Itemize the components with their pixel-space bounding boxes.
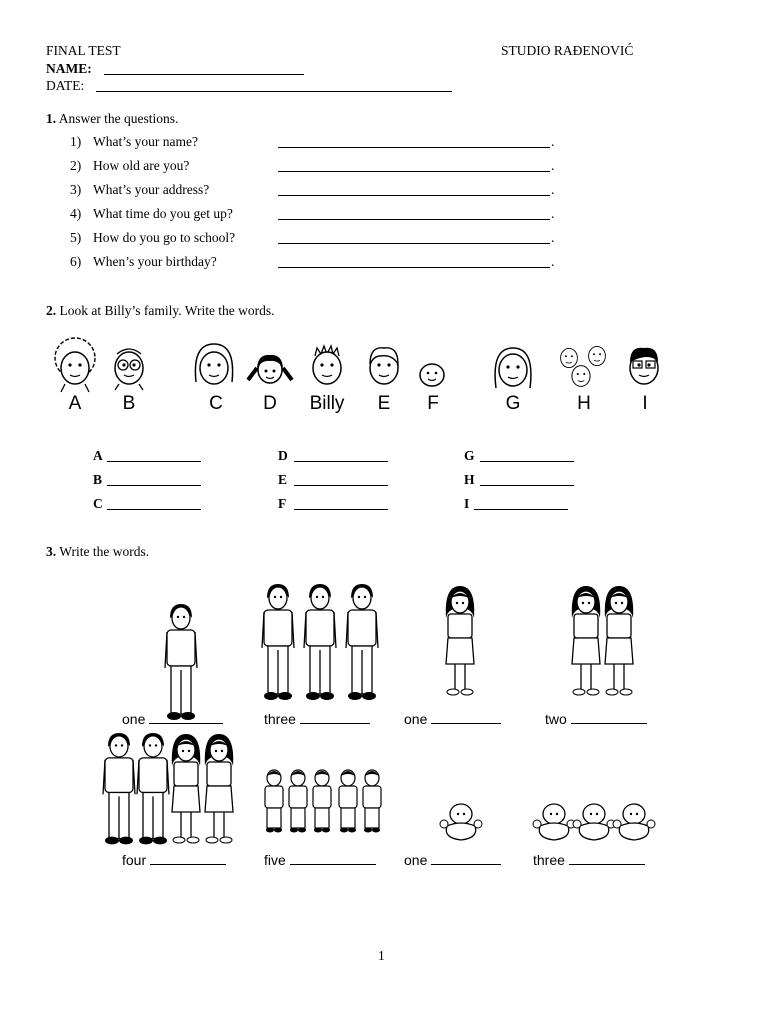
question-number: 6)	[70, 254, 82, 269]
family-answer-row	[93, 448, 103, 464]
answer-line[interactable]	[431, 711, 501, 724]
test-title: FINAL TEST	[46, 43, 121, 58]
family-answer-row	[464, 472, 475, 488]
answer-line[interactable]	[569, 852, 645, 865]
child-icon	[289, 770, 307, 833]
count-word: three	[533, 852, 565, 868]
count-word: two	[545, 711, 567, 727]
face-uncle-icon	[630, 348, 658, 384]
name-label: NAME:	[46, 61, 92, 76]
count-item	[122, 852, 226, 868]
section-1-number: 1.	[46, 111, 57, 126]
figure-label: D	[263, 393, 277, 414]
answer-letter: H	[464, 472, 475, 487]
count-item	[122, 711, 223, 727]
answer-line[interactable]	[150, 852, 226, 865]
face-billy-icon	[313, 346, 341, 384]
figure-label: C	[209, 393, 223, 414]
face-aunt-icon	[495, 348, 531, 388]
count-item	[264, 711, 370, 727]
count-word: three	[264, 711, 296, 727]
answer-line[interactable]	[480, 448, 574, 462]
section-2-heading	[46, 303, 275, 319]
answer-line[interactable]	[107, 472, 201, 486]
question-text: How old are you?	[93, 158, 190, 173]
answer-letter: D	[278, 448, 288, 463]
count-word: four	[122, 852, 147, 868]
count-item	[545, 711, 647, 727]
woman-icon	[605, 586, 633, 695]
answer-letter: B	[93, 472, 103, 487]
answer-line[interactable]	[278, 182, 550, 196]
answer-line[interactable]	[278, 254, 550, 268]
section-3-title: Write the words.	[59, 544, 150, 559]
family-answer-row	[93, 472, 102, 488]
count-item	[533, 852, 645, 868]
face-mother-icon	[195, 344, 232, 384]
family-answer-row	[464, 448, 475, 464]
question-number: 4)	[70, 206, 82, 221]
question-number: 5)	[70, 230, 82, 245]
count-word: one	[122, 711, 146, 727]
question-text: What’s your address?	[93, 182, 210, 197]
family-answer-row	[464, 496, 469, 512]
face-girl-icon	[248, 355, 292, 383]
count-word: one	[404, 852, 428, 868]
answer-line[interactable]	[278, 230, 550, 244]
page-number: 1	[378, 948, 385, 963]
answer-line[interactable]	[294, 496, 388, 510]
count-word: one	[404, 711, 428, 727]
count-item	[404, 852, 501, 868]
woman-icon	[205, 734, 233, 843]
answer-letter: C	[93, 496, 103, 511]
man-icon	[346, 584, 378, 700]
answer-line[interactable]	[278, 206, 550, 220]
question-text: What’s your name?	[93, 134, 198, 149]
woman-icon	[446, 586, 474, 695]
section-1-heading	[46, 111, 178, 127]
section-1-title: Answer the questions.	[58, 111, 179, 126]
child-icon	[313, 770, 331, 833]
figure-label: E	[377, 393, 391, 414]
section-2-title: Look at Billy’s family. Write the words.	[59, 303, 275, 318]
family-answer-row	[93, 496, 103, 512]
figure-label: G	[505, 393, 521, 414]
question-number: 1)	[70, 134, 82, 149]
answer-line[interactable]	[278, 158, 550, 172]
answer-line[interactable]	[107, 496, 201, 510]
woman-icon	[172, 734, 200, 843]
child-icon	[265, 770, 283, 833]
man-icon	[304, 584, 336, 700]
answer-line[interactable]	[474, 496, 568, 510]
face-baby-icon	[420, 364, 444, 386]
man-icon	[165, 604, 197, 720]
question-text: What time do you get up?	[93, 206, 233, 221]
family-answer-row	[278, 472, 287, 488]
date-label: DATE:	[46, 78, 85, 93]
question-text: How do you go to school?	[93, 230, 236, 245]
figure-label: Billy	[309, 393, 345, 414]
answer-letter: E	[278, 472, 288, 487]
family-answer-row	[278, 496, 286, 512]
figure-label: F	[427, 393, 439, 414]
face-grandpa-icon	[115, 349, 143, 390]
count-item	[264, 852, 376, 868]
family-answer-row	[278, 448, 288, 464]
section-3-heading	[46, 544, 149, 560]
answer-line[interactable]	[278, 134, 550, 148]
woman-icon	[572, 586, 600, 695]
man-icon	[137, 733, 169, 844]
answer-line[interactable]	[294, 472, 388, 486]
question-text: When’s your birthday?	[93, 254, 217, 269]
answer-line[interactable]	[290, 852, 376, 865]
count-item	[404, 711, 501, 727]
baby-icon	[533, 804, 575, 840]
man-icon	[262, 584, 294, 700]
question-number: 2)	[70, 158, 82, 173]
face-cousins-icon	[561, 346, 606, 386]
answer-line[interactable]	[431, 852, 501, 865]
face-father-icon	[370, 348, 398, 384]
answer-line[interactable]	[571, 711, 647, 724]
face-grandma-icon	[55, 338, 95, 392]
baby-icon	[440, 804, 482, 840]
date-field[interactable]	[96, 78, 452, 92]
answer-line[interactable]	[294, 448, 388, 462]
answer-line[interactable]	[149, 711, 223, 724]
answer-letter: I	[464, 496, 470, 511]
count-word: five	[264, 852, 286, 868]
answer-letter: G	[464, 448, 475, 463]
baby-icon	[613, 804, 655, 840]
man-icon	[103, 733, 135, 844]
name-field[interactable]	[104, 61, 304, 75]
figure-label: H	[577, 393, 591, 414]
baby-icon	[573, 804, 615, 840]
answer-letter: F	[278, 496, 287, 511]
child-icon	[339, 770, 357, 833]
question-number: 3)	[70, 182, 82, 197]
figure-label: I	[642, 393, 648, 414]
figure-label: A	[68, 393, 82, 414]
answer-line[interactable]	[107, 448, 201, 462]
section-3-number: 3.	[46, 544, 57, 559]
section-2-number: 2.	[46, 303, 57, 318]
answer-line[interactable]	[480, 472, 574, 486]
studio-name: STUDIO RAĐENOVIĆ	[501, 43, 634, 58]
figure-label: B	[122, 393, 136, 414]
child-icon	[363, 770, 381, 833]
answer-letter: A	[93, 448, 103, 463]
answer-line[interactable]	[300, 711, 370, 724]
